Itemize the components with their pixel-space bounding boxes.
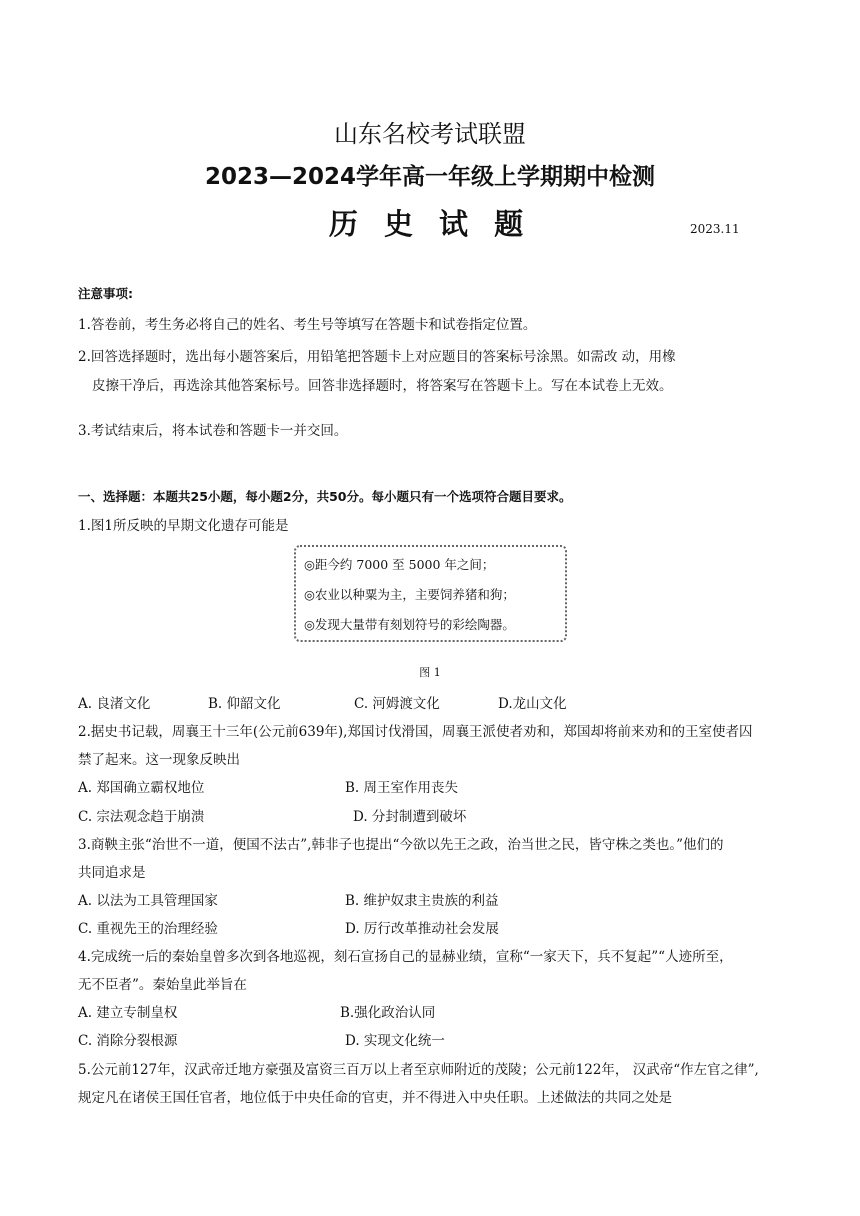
question-1-figure-box bbox=[294, 545, 567, 642]
subject-title: 历 史 试 题 bbox=[328, 207, 532, 241]
notice-title: 注意事项: bbox=[78, 286, 133, 301]
q3-option-b: B. 维护奴隶主贵族的利益 bbox=[345, 893, 499, 909]
q3-option-a: A. 以法为工具管理国家 bbox=[78, 893, 218, 909]
q4-option-a: A. 建立专制皇权 bbox=[78, 1005, 178, 1021]
question-5-stem: 5.公元前127年，汉武帝迁地方豪强及富资三百万以上者至京师附近的茂陵；公元前122年， 汉武帝“作左官之律”, bbox=[78, 1062, 759, 1078]
notice-item-1: 1.答卷前，考生务必将自己的姓名、考生号等填写在答题卡和试卷指定位置。 bbox=[78, 317, 537, 333]
q2-option-b: B. 周王室作用丧失 bbox=[345, 780, 459, 796]
q4-option-c: C. 消除分裂根源 bbox=[78, 1033, 178, 1049]
question-2-stem-cont: 禁了起来。这一现象反映出 bbox=[78, 752, 240, 768]
question-3-stem: 3.商鞅主张“治世不一道，便国不法古”,韩非子也提出“今欲以先王之政，治当世之民，皆守株之类也。”他们的 bbox=[78, 837, 724, 853]
q2-option-c: C. 宗法观念趋于崩溃 bbox=[78, 809, 205, 825]
q1-option-d: D.龙山文化 bbox=[498, 696, 567, 712]
q1-option-a: A. 良渚文化 bbox=[78, 696, 151, 712]
q3-option-d: D. 厉行改革推动社会发展 bbox=[345, 921, 499, 937]
q1-option-c: C. 河姆渡文化 bbox=[354, 696, 440, 712]
question-5-stem-cont: 规定凡在诸侯王国任官者，地位低于中央任命的官吏，并不得进入中央任职。上述做法的共同之处是 bbox=[78, 1090, 672, 1106]
section-1-title: 一、选择题：本题共25小题，每小题2分，共50分。每小题只有一个选项符合题目要求。 bbox=[78, 489, 572, 504]
question-4-stem: 4.完成统一后的秦始皇曾多次到各地巡视，刻石宣扬自己的显赫业绩，宣称“一家天下，兵不复起”“人迹所至， bbox=[78, 949, 733, 965]
q4-option-d: D. 实现文化统一 bbox=[345, 1033, 445, 1049]
question-3-stem-cont: 共同追求是 bbox=[78, 865, 146, 881]
notice-item-2-cont: 皮擦干净后，再选涂其他答案标号。回答非选择题时，将答案写在答题卡上。写在本试卷上无效。 bbox=[92, 378, 673, 394]
q2-option-d: D. 分封制遭到破坏 bbox=[353, 809, 467, 825]
q3-option-c: C. 重视先王的治理经验 bbox=[78, 921, 218, 937]
q1-option-b: B. 仰韶文化 bbox=[208, 696, 281, 712]
notice-item-3: 3.考试结束后，将本试卷和答题卡一并交回。 bbox=[78, 423, 348, 439]
q4-option-b: B.强化政治认同 bbox=[340, 1005, 436, 1021]
question-4-stem-cont: 无不臣者”。秦始皇此举旨在 bbox=[78, 977, 247, 993]
exam-title: 2023—2024学年高一年级上学期期中检测 bbox=[204, 164, 656, 190]
question-2-stem: 2.据史书记载，周襄王十三年(公元前639年),郑国讨伐滑国，周襄王派使者劝和，郑国却将前来劝和的王室使者囚 bbox=[78, 724, 753, 740]
figure-line-2: ◎农业以种粟为主，主要饲养猪和狗； bbox=[304, 587, 515, 602]
q2-option-a: A. 郑国确立霸权地位 bbox=[78, 780, 205, 796]
figure-line-3: ◎发现大量带有刻划符号的彩绘陶器。 bbox=[304, 617, 515, 632]
question-1-stem: 1.图1所反映的早期文化遗存可能是 bbox=[78, 518, 289, 534]
exam-organization: 山东名校考试联盟 bbox=[334, 120, 526, 148]
figure-line-1: ◎距今约 7000 至 5000 年之间； bbox=[304, 557, 495, 572]
notice-item-2: 2.回答选择题时，选出每小题答案后，用铅笔把答题卡上对应题目的答案标号涂黑。如需改 动，用橡 bbox=[78, 349, 676, 365]
figure-caption: 图 1 bbox=[419, 666, 441, 679]
exam-date: 2023.11 bbox=[690, 222, 740, 236]
